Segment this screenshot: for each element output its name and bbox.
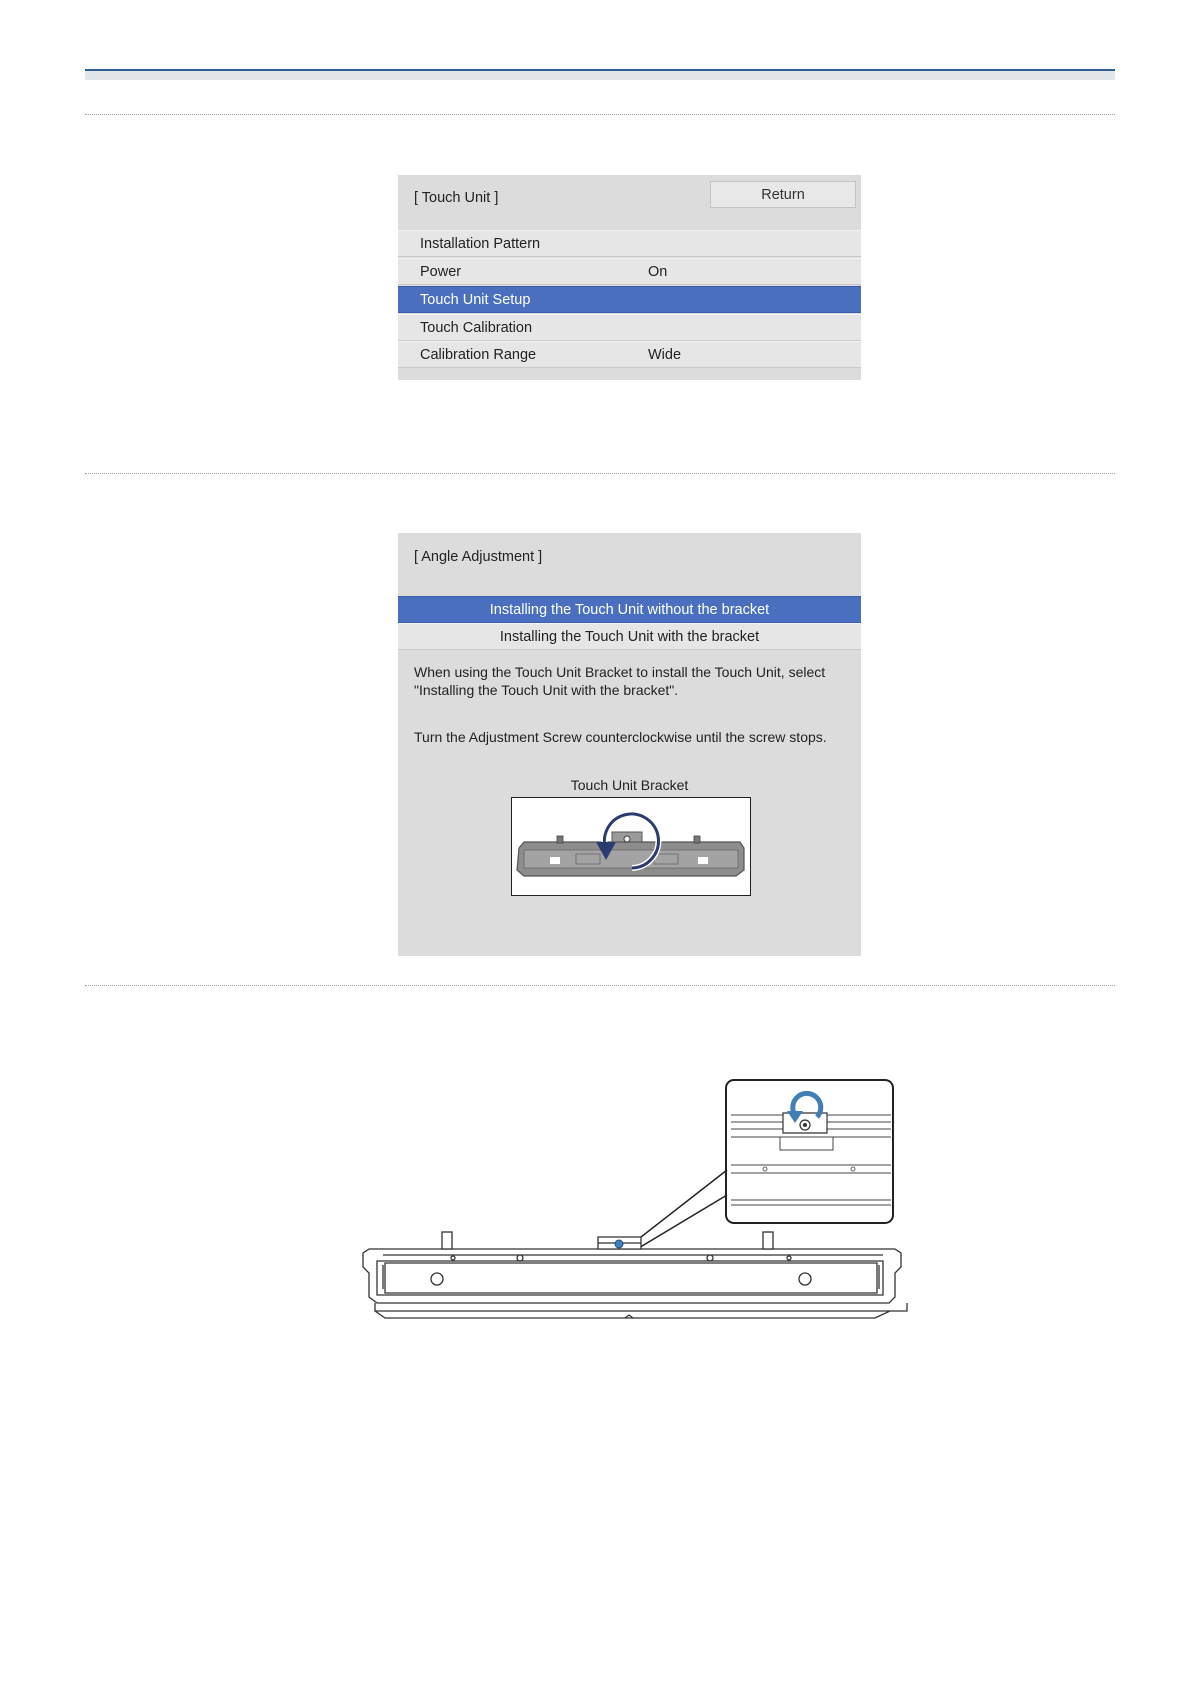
menu-item-value: On xyxy=(648,264,668,280)
bracket-illustration xyxy=(512,798,749,894)
angle-adjustment-menu xyxy=(398,533,861,956)
page-header-rule xyxy=(85,69,1115,81)
callout-pointer xyxy=(627,1195,727,1255)
bracket-post xyxy=(557,836,563,843)
option-without-bracket[interactable] xyxy=(398,596,861,623)
menu-item-label: Installation Pattern xyxy=(420,236,541,252)
menu-item-label: Power xyxy=(420,264,462,280)
section-divider xyxy=(85,473,1115,474)
bracket-figure xyxy=(511,797,751,896)
menu-title: [ Touch Unit ] xyxy=(414,190,499,206)
menu-item-calibration-range[interactable] xyxy=(398,341,861,368)
callout-zoom-box xyxy=(726,1080,893,1223)
adjustment-screw-icon xyxy=(615,1240,623,1248)
section-divider xyxy=(85,114,1115,115)
menu-item-label: Touch Calibration xyxy=(420,320,533,336)
description-select: When using the Touch Unit Bracket to install the Touch Unit, select "Installing the Touch Unit with the bracket". xyxy=(414,664,826,698)
menu-item-label: Touch Unit Setup xyxy=(420,292,531,308)
menu-item-value: Wide xyxy=(648,347,682,363)
bracket-window xyxy=(550,857,560,864)
figure-label: Touch Unit Bracket xyxy=(570,777,689,793)
menu-item-touch-unit-setup[interactable] xyxy=(398,286,861,313)
touch-unit-menu xyxy=(398,175,861,380)
bracket-post xyxy=(694,836,700,843)
menu-item-installation-pattern[interactable] xyxy=(398,230,861,257)
option-with-bracket[interactable] xyxy=(398,623,861,650)
menu-item-label: Calibration Range xyxy=(420,347,537,363)
adjustment-screw-icon xyxy=(624,836,630,842)
section-divider xyxy=(85,985,1115,986)
bracket-window xyxy=(698,857,708,864)
option-label: Installing the Touch Unit with the bracket xyxy=(499,629,760,645)
menu-item-touch-calibration[interactable] xyxy=(398,314,861,341)
header-band xyxy=(85,71,1115,80)
bracket-drawing xyxy=(363,1232,907,1318)
menu-item-power[interactable] xyxy=(398,258,861,285)
menu-title: [ Angle Adjustment ] xyxy=(414,549,543,565)
touch-unit-bracket-illustration xyxy=(355,1075,910,1340)
option-label: Installing the Touch Unit without the bracket xyxy=(489,602,770,618)
description-turn-screw: Turn the Adjustment Screw counterclockwise until the screw stops. xyxy=(414,729,827,745)
return-button[interactable]: Return xyxy=(710,181,856,208)
